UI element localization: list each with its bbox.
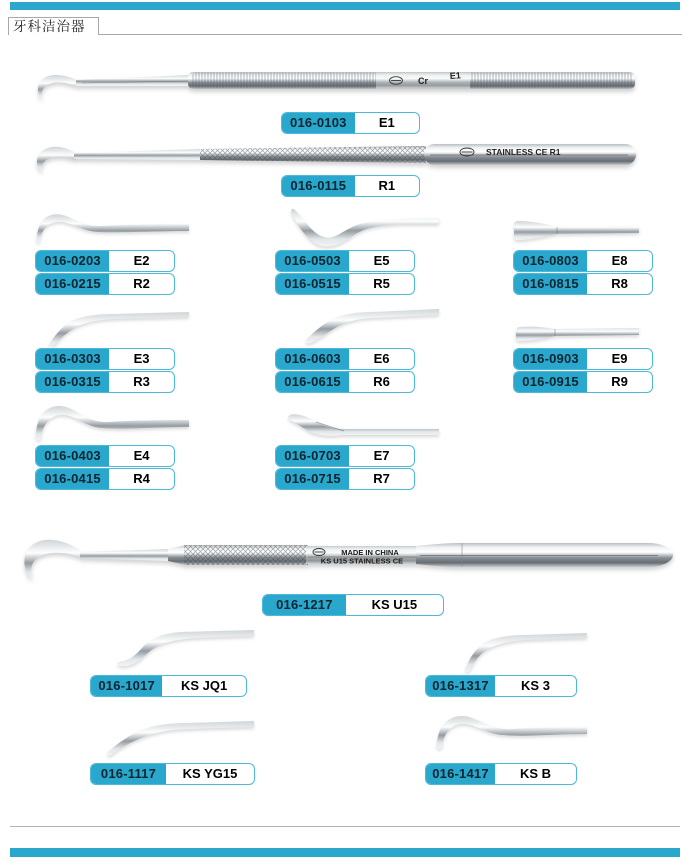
product-code: 016-1017	[91, 676, 162, 696]
product-label	[513, 348, 653, 370]
product-model: R8	[611, 276, 628, 291]
product-code: 016-0315	[36, 372, 109, 392]
bottom-divider	[10, 826, 680, 827]
instrument-image-r1	[30, 133, 645, 175]
handle-model-mark: E1	[449, 70, 462, 81]
product-code: 016-0203	[36, 251, 109, 271]
product-code: 016-1417	[426, 764, 495, 784]
product-model: E8	[611, 253, 628, 268]
product-code: 016-0915	[514, 372, 587, 392]
product-code: 016-1317	[426, 676, 495, 696]
product-label	[513, 273, 653, 295]
product-model: E9	[611, 351, 628, 366]
product-model: KS U15	[371, 597, 418, 612]
product-model: R4	[133, 471, 150, 486]
product-label	[35, 445, 175, 467]
product-code: 016-0703	[276, 446, 349, 466]
product-model: E5	[373, 253, 390, 268]
product-code: 016-0215	[36, 274, 109, 294]
product-model: R9	[611, 374, 628, 389]
handle-engraving: STAINLESS CE R1	[486, 147, 561, 157]
product-label	[90, 675, 247, 697]
product-code: 016-0715	[276, 469, 349, 489]
product-label	[35, 371, 175, 393]
product-model: R1	[378, 178, 396, 193]
tip-image-e6r6	[280, 303, 440, 353]
handle-engraving-line1: MADE IN CHINA	[341, 548, 399, 557]
product-label	[35, 273, 175, 295]
product-model: E6	[373, 351, 390, 366]
product-code: 016-1217	[263, 595, 346, 615]
product-label	[275, 445, 415, 467]
tip-image-e5r5	[280, 203, 440, 253]
product-code: 016-0615	[276, 372, 349, 392]
product-label	[425, 675, 577, 697]
tip-image-e8r8	[505, 210, 640, 250]
product-label	[35, 348, 175, 370]
product-model: E1	[378, 115, 395, 130]
product-code: 016-0103	[282, 113, 355, 133]
product-code: 016-1117	[91, 764, 166, 784]
product-model: KS B	[519, 766, 552, 781]
tip-image-ksjq1	[95, 622, 255, 672]
product-code: 016-0115	[282, 176, 355, 196]
product-code: 016-0515	[276, 274, 349, 294]
product-code: 016-0815	[514, 274, 587, 294]
product-model: E4	[133, 448, 150, 463]
product-model: E3	[133, 351, 150, 366]
product-model: R6	[373, 374, 390, 389]
product-label	[275, 371, 415, 393]
product-model: KS JQ1	[181, 678, 228, 693]
product-model: R2	[133, 276, 150, 291]
product-code: 016-0403	[36, 446, 109, 466]
product-label	[35, 250, 175, 272]
tip-image-ksb	[428, 706, 588, 760]
tip-image-e4r4	[30, 398, 190, 448]
product-label	[513, 371, 653, 393]
product-label	[35, 468, 175, 490]
title-underline	[8, 34, 682, 35]
page-title: 牙科洁治器	[8, 17, 99, 35]
product-model: E7	[373, 448, 390, 463]
handle-brand-mark: Cr	[418, 76, 429, 86]
tip-image-e7r7	[280, 405, 440, 447]
product-code: 016-0603	[276, 349, 349, 369]
product-model: R3	[133, 374, 150, 389]
product-code: 016-0803	[514, 251, 587, 271]
product-model: KS 3	[521, 678, 550, 693]
product-code: 016-0903	[514, 349, 587, 369]
instrument-image-ksu15	[18, 524, 676, 586]
product-label	[275, 468, 415, 490]
tip-image-ks3	[428, 626, 588, 676]
product-label	[425, 763, 577, 785]
product-label	[513, 250, 653, 272]
product-code: 016-0303	[36, 349, 109, 369]
product-model: KS YG15	[182, 766, 238, 781]
tip-image-e9r9	[505, 313, 640, 353]
instrument-image-e1	[30, 58, 645, 106]
tip-image-e3r3	[30, 303, 190, 353]
product-code: 016-0415	[36, 469, 109, 489]
product-model: R5	[373, 276, 390, 291]
product-label	[275, 348, 415, 370]
tip-image-e2r2	[30, 203, 190, 253]
product-label	[275, 273, 415, 295]
handle-engraving-line2: KS U15 STAINLESS CE	[320, 556, 404, 566]
product-label-r1	[281, 175, 420, 197]
product-model: R7	[373, 471, 390, 486]
product-label	[90, 763, 255, 785]
top-accent-bar	[10, 2, 680, 10]
product-code: 016-0503	[276, 251, 349, 271]
bottom-accent-bar	[10, 848, 680, 857]
product-label	[275, 250, 415, 272]
product-model: E2	[133, 253, 150, 268]
product-label-e1	[281, 112, 420, 134]
tip-image-ksyg15	[95, 710, 255, 760]
product-label-ksu15	[262, 594, 444, 616]
